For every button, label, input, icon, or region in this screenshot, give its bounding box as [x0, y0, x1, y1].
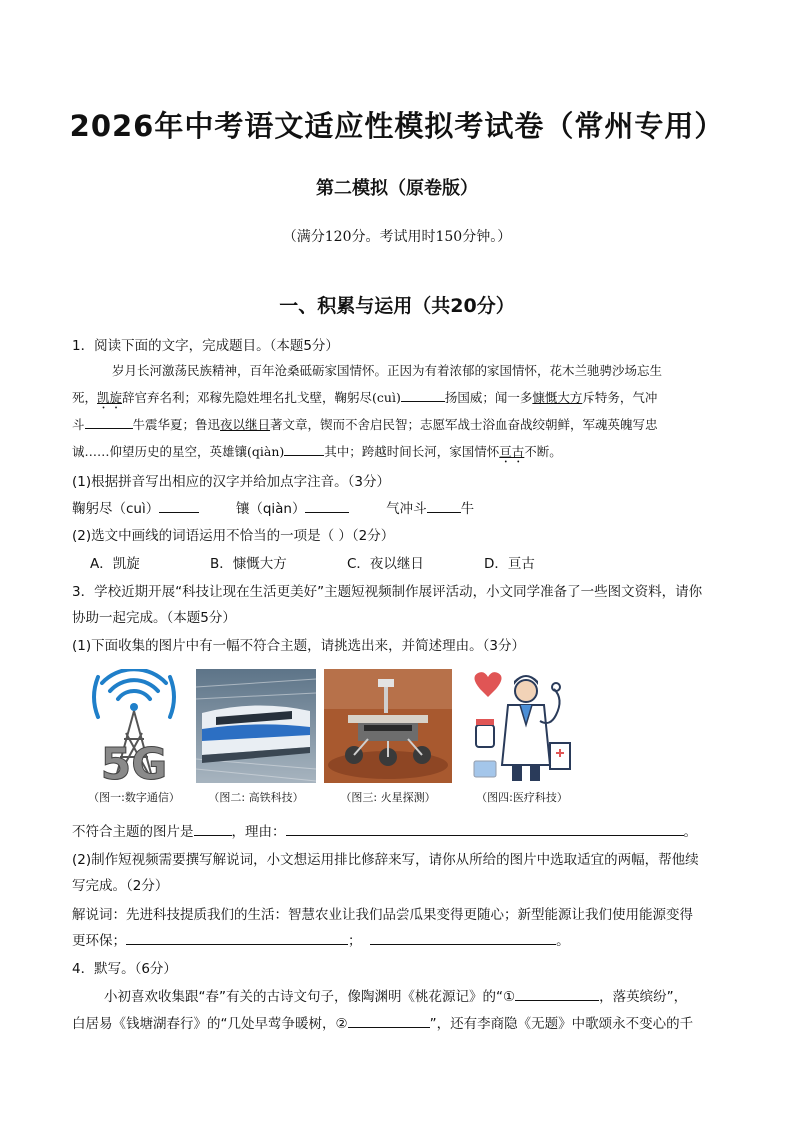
- q1-passage-line-2: 死，凯旋辞官弃名利；邓稼先隐姓埋名扎戈壁，鞠躬尽(cuì) 扬国威；闻一多慷慨大方斥特务，气冲: [72, 390, 658, 405]
- q3-stem-line-2: 协助一起完成。（本题5分）: [72, 610, 236, 626]
- underlined-word-gengu: 亘古: [499, 444, 525, 459]
- figure-rover: [324, 669, 452, 783]
- underlined-word-kaixuan: 凯旋: [97, 390, 123, 405]
- exam-title: 2026年中考语文适应性模拟考试卷（常州专用）: [69, 109, 725, 143]
- option-b[interactable]: B．慷慨大方: [210, 556, 287, 572]
- answer-blank-qian[interactable]: [305, 500, 349, 513]
- q1-passage-line-1: 岁月长河激荡民族精神，百年沧桑砥砺家国情怀。正因为有着浓郁的家国情怀，花木兰驰骋沙场忘生: [112, 363, 663, 378]
- q3-exp-line-2: 更环保； ； 。: [72, 933, 570, 949]
- q1-sub2: (2)选文中画线的词语运用不恰当的一项是（ ）（2分）: [72, 528, 395, 544]
- q3-stem-line-1: 3．学校近期开展“科技让现在生活更美好”主题短视频制作展评活动，小文同学准备了一些图文资料，请你: [72, 584, 703, 600]
- figure-train: [196, 669, 316, 783]
- q1-stem: 1．阅读下面的文字，完成题目。（本题5分）: [72, 338, 339, 354]
- answer-blank-q4-1[interactable]: [515, 988, 599, 1001]
- q3-sub2-line-2: 写完成。（2分）: [72, 878, 169, 894]
- doctor-image: [466, 669, 574, 785]
- q4-stem: 4．默写。（6分）: [72, 961, 177, 977]
- answer-blank-exp-1[interactable]: [126, 932, 348, 945]
- blank-cui[interactable]: [401, 389, 445, 402]
- answer-blank-q4-2[interactable]: [348, 1015, 430, 1028]
- exam-note: （满分120分。考试用时150分钟。）: [282, 229, 512, 245]
- q1-sub1-answers: 鞠躬尽（cuì） 镶（qiàn） 气冲斗 牛: [72, 501, 475, 517]
- caption-fig4: （图四:医疗科技）: [476, 791, 568, 804]
- blank-qian[interactable]: [284, 443, 324, 456]
- option-d[interactable]: D．亘古: [484, 556, 535, 572]
- answer-blank-cui[interactable]: [159, 500, 199, 513]
- mars-rover-image: [324, 669, 452, 783]
- train-image: [196, 669, 316, 783]
- q1-passage-line-3: 斗 牛震华夏；鲁迅夜以继日著文章，锲而不舍启民智；志愿军战士浴血奋战绞朝鲜，军魂英魄写忠: [72, 417, 658, 432]
- answer-blank-picture[interactable]: [194, 823, 232, 836]
- q3-sub1: (1)下面收集的图片中有一幅不符合主题，请挑选出来，并简述理由。（3分）: [72, 638, 525, 654]
- figure-5g: [72, 669, 196, 787]
- caption-fig2: （图二: 高铁科技）: [208, 791, 304, 804]
- q3-exp-line-1: 解说词：先进科技提质我们的生活：智慧农业让我们品尝瓜果变得更随心；新型能源让我们使用能源变得: [72, 907, 693, 923]
- caption-fig3: （图三: 火星探测）: [340, 791, 436, 804]
- q1-sub1: (1)根据拼音写出相应的汉字并给加点字注音。（3分）: [72, 474, 390, 490]
- q4-line-1: 小初喜欢收集跟“春”有关的古诗文句子，像陶渊明《桃花源记》的“① ，落英缤纷”，: [104, 989, 688, 1005]
- heart-icon: [474, 672, 501, 697]
- q3-answer-line: 不符合主题的图片是 ，理由： 。: [72, 824, 697, 840]
- q3-sub2-line-1: (2)制作短视频需要撰写解说词，小文想运用排比修辞来写，请你从所给的图片中选取适宜的两幅，帮他续: [72, 852, 699, 868]
- section-title: 一、积累与运用（共20分）: [279, 295, 515, 317]
- q1-passage-line-4: 诚……仰望历史的星空，英雄镶(qiàn) 其中；跨越时间长河，家国情怀亘古不断。: [72, 444, 562, 459]
- underlined-word-kangkai: 慷慨大方: [532, 390, 583, 405]
- figure-5g-label: 5G: [100, 739, 168, 787]
- option-c[interactable]: C．夜以继日: [347, 556, 424, 572]
- tower-5g-icon: [72, 669, 196, 787]
- q4-line-2: 白居易《钱塘湖春行》的“几处早莺争暖树，② ”，还有李商隐《无题》中歌颂永不变心的千: [72, 1016, 694, 1032]
- option-a[interactable]: A．凯旋: [90, 556, 140, 572]
- answer-blank-exp-2[interactable]: [370, 932, 556, 945]
- pill-bottle-icon: [476, 725, 494, 747]
- answer-blank-reason[interactable]: [286, 823, 684, 836]
- exam-subtitle: 第二模拟（原卷版）: [316, 178, 478, 199]
- figure-medical: [466, 669, 574, 785]
- caption-fig1: （图一:数字通信）: [88, 791, 180, 804]
- underlined-word-yeyijiri: 夜以继日: [220, 417, 271, 432]
- blank-dou[interactable]: [85, 416, 133, 429]
- answer-blank-dou[interactable]: [427, 500, 461, 513]
